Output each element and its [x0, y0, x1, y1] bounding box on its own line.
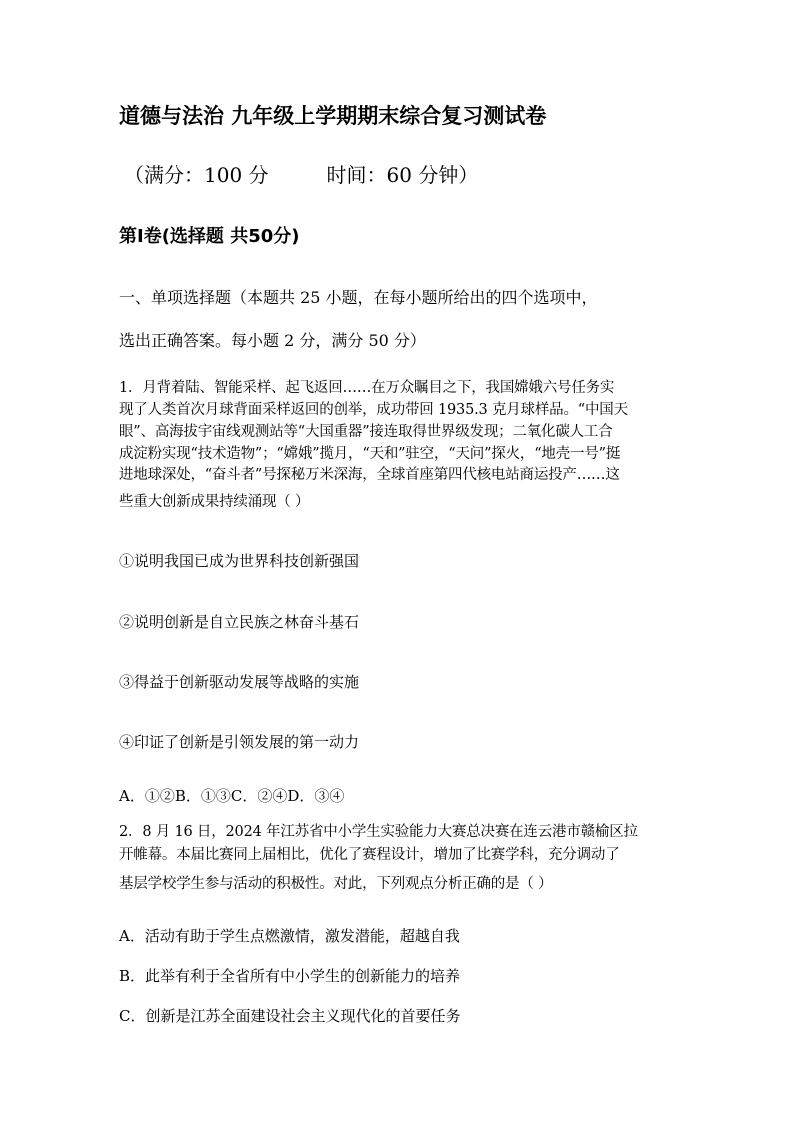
- question-2-line: 开帷幕。本届比赛同上届相比，优化了赛程设计，增加了比赛学科，充分调动了: [119, 847, 620, 863]
- instruction-line: 选出正确答案。每小题 2 分，满分 50 分）: [119, 331, 426, 350]
- question-2-line: 基层学校学生参与活动的积极性。对此，下列观点分析正确的是（ ）: [119, 876, 553, 892]
- question-1-line: 进地球深处，“奋斗者”号探秘万米深海，全球首座第四代核电站商运投产……这: [119, 467, 620, 483]
- question-1-line: 现了人类首次月球背面采样返回的创举，成功带回 1935.3 克月球样品。“中国天: [119, 402, 628, 418]
- question-2-option-a: A．活动有助于学生点燃激情，激发潜能，超越自我: [119, 927, 460, 945]
- question-1-answers: A．①②B．①③C．②④D．③④: [119, 787, 345, 805]
- question-1-line: 1．月背着陆、智能采样、起飞返回……在万众瞩目之下，我国嫦娥六号任务实: [119, 380, 615, 396]
- statement-3: ③得益于创新驱动发展等战略的实施: [119, 673, 360, 691]
- statement-2: ②说明创新是自立民族之林奋斗基石: [119, 613, 360, 631]
- statement-4: ④印证了创新是引领发展的第一动力: [119, 733, 360, 751]
- instruction-line: 一、单项选择题（本题共 25 小题，在每小题所给出的四个选项中，: [119, 288, 598, 307]
- exam-time: 时间：60 分钟）: [326, 163, 479, 187]
- question-1-line: 些重大创新成果持续涌现（ ）: [119, 494, 310, 510]
- statement-1: ①说明我国已成为世界科技创新强国: [119, 552, 360, 570]
- question-1-line: 成淀粉实现“技术造物”；“嫦娥”揽月，“天和”驻空，“天问”探火，“地壳一号”挺: [119, 446, 621, 462]
- question-1-line: 眼”、高海拔宇宙线观测站等“大国重器”接连取得世界级发现；二氧化碳人工合: [119, 424, 613, 440]
- section-heading: 第Ⅰ卷(选择题 共50分): [119, 226, 300, 247]
- question-2-option-c: C．创新是江苏全面建设社会主义现代化的首要任务: [119, 1007, 461, 1025]
- exam-meta: [124, 163, 478, 187]
- question-2-option-b: B．此举有利于全省所有中小学生的创新能力的培养: [119, 967, 461, 985]
- exam-title: 道德与法治 九年级上学期期末综合复习测试卷: [119, 104, 547, 128]
- full-score: （满分：100 分: [124, 163, 269, 187]
- question-2-line: 2．8 月 16 日，2024 年江苏省中小学生实验能力大赛总决赛在连云港市赣榆区拉: [119, 824, 638, 840]
